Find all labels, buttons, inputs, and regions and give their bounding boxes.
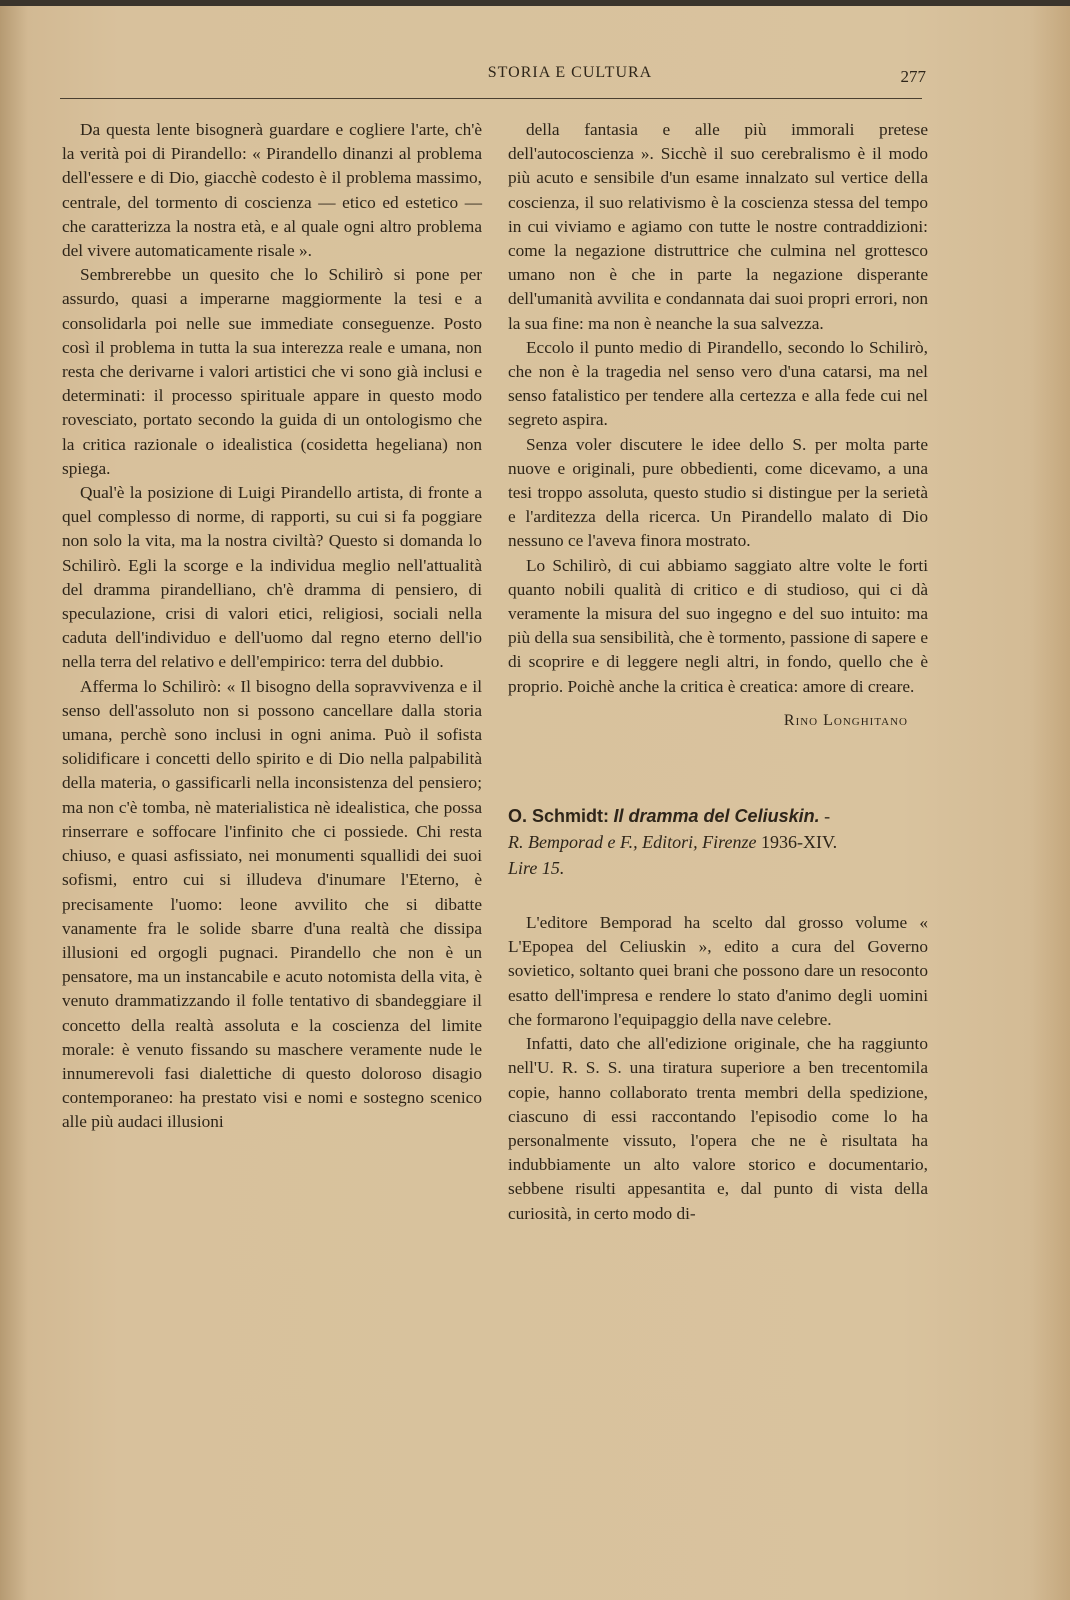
left-column	[62, 118, 482, 1135]
paragraph: Senza voler discutere le idee dello S. per molta parte nuove e originali, pure obbedienti, come dicevamo, a una tesi troppo assoluta, questo studio si distingue per la serietà e l'arditezza della ricerca. Un Pirandello malato di Dio nessuno ce l'aveva finora mostrato.	[508, 434, 928, 551]
scan-edge	[0, 0, 1070, 6]
review-heading	[508, 803, 928, 881]
paragraph: Afferma lo Schilirò: « Il bisogno della sopravvivenza e il senso dell'assoluto non si possono cancellare dalla storia umana, perchè sono inclusi in ogni anima. Può il sofista solidificare i concetti dello spirito e di Dio nella palpabilità della materia, o gassificarli nella inconsistenza del pensiero; ma non c'è tomba, nè materialistica nè idealistica, che possa rinserrare e soffocare l'infinito che ci possiede. Chi resta chiuso, e quasi asfissiato, nei monumenti squallidi dei suoi sofismi, entro cui si illudeva d'inumare l'Eterno, è precisamente l'uomo: leone avvilito che si dibatte vanamente fra le solide sbarre d'una realtà che dissipa illusioni ed orgogli pugnaci. Pirandello che non è un pensatore, ma un instancabile e acuto notomista della vita, è venuto drammatizzando il folle tentativo di sbandeggiare il concetto della realtà assoluta e la coscienza del limite morale: è venuto fissando su maschere veramente nude le innumerevoli fasi dialettiche di questo doloroso disagio contemporaneo: ha prestato visi e nomi e sostegno scenico alle più audaci illusioni	[62, 676, 482, 1132]
paragraph: Lo Schilirò, di cui abbiamo saggiato altre volte le forti quanto nobili qualità di critico e di studioso, qui ci dà veramente la misura del suo ingegno e del suo intuito: ma più della sua sensibilità, che è tormento, passione di sapere e di scoprire e di leggere negli altri, in fondo, quello che è proprio. Poichè anche la critica è creatica: amore di creare.	[508, 555, 928, 696]
page-number: 277	[900, 67, 926, 86]
header-rule	[60, 98, 922, 99]
paragraph: L'editore Bemporad ha scelto dal grosso volume « L'Epopea del Celiuskin », edito a cura del Governo sovietico, soltanto quei brani che possono dare un resoconto esatto dell'impresa e rendere lo stato d'animo degli uomini che formarono l'equipaggio della nave celebre.	[508, 913, 928, 1029]
review-publisher: R. Bemporad e F., Editori, Firenze	[508, 832, 757, 853]
paragraph: della fantasia e alle più immorali pretese dell'autocoscienza ». Sicchè il suo cerebralismo è il modo più acuto e sensibile d'un esame innalzato sul vertice della coscienza, il suo relativismo è la coscienza stessa del tempo in cui viviamo e agiamo con tutte le nostre contraddizioni: come la negazione distruttrice che culmina nel grottesco umano non è che in parte la negazione disperante dell'umanità avvilita e condannata dai suoi propri errori, non la sua fine: ma non è neanche la sua salvezza.	[508, 120, 928, 333]
paragraph: Qual'è la posizione di Luigi Pirandello artista, di fronte a quel complesso di norme, di rapporti, su cui si fa poggiare non solo la vita, ma la nostra civiltà? Questo si domanda lo Schilirò. Egli la scorge e la individua meglio nell'attualità del dramma pirandelliano, ch'è dramma di pensiero, di speculazione, crisi di valori etici, religiosi, sociali nella caduta dell'individuo e dell'uomo dal regno eterno dell'io nella terra del relativo e dell'empirico: terra del dubbio.	[62, 483, 482, 672]
paragraph: Infatti, dato che all'edizione originale, che ha raggiunto nell'U. R. S. S. una tiratura superiore a ben trecentomila copie, hanno collaborato trenta membri della spedizione, ciascuno di essi raccontando l'episodio come lo ha personalmente vissuto, l'opera che ne è risultata ha indubbiamente un alto valore storico e documentario, sebbene risulti appesantita e, dal punto di vista della curiosità, in certo modo di-	[508, 1034, 928, 1223]
author-signature: Rino Longhitano	[783, 711, 908, 729]
review-dash: -	[819, 806, 831, 827]
paragraph: Eccolo il punto medio di Pirandello, secondo lo Schilirò, che non è la tragedia nel senso vero d'una catarsi, ma nel senso fatalistico per tendere alla certezza e alla fede cui nel segreto aspira.	[508, 337, 928, 430]
right-column	[508, 118, 928, 1226]
review-price: Lire 15.	[508, 858, 565, 879]
review-year: 1936-XIV.	[756, 832, 838, 853]
review-title: Il dramma del Celiuskin.	[613, 806, 820, 827]
paragraph: Da questa lente bisognerà guardare e cogliere l'arte, ch'è la verità poi di Pirandello: « Pirandello dinanzi al problema dell'essere e di Dio, giacchè codesto è il problema massimo, centrale, del tormento di coscienza — etico ed estetico — che caratterizza la nostra età, e al quale ogni altro problema del vivere automaticamente risale ».	[62, 120, 482, 261]
running-header: STORIA E CULTURA	[487, 64, 653, 81]
review-body	[508, 911, 928, 1226]
paragraph: Sembrerebbe un quesito che lo Schilirò si pone per assurdo, quasi a imperarne maggiormente la tesi e a consolidarla poi nelle sue immediate conseguenze. Posto così il problema in tutta la sua interezza reale e umana, non resta che derivarne i valori artistici che vi sono già inclusi e determinati: il processo spirituale appare in questo modo rovesciato, portato secondo la guida di un ontologismo che la critica razionale o idealistica (cosidetta hegeliana) non spiega.	[62, 265, 482, 478]
review-author: O. Schmidt:	[508, 806, 610, 827]
